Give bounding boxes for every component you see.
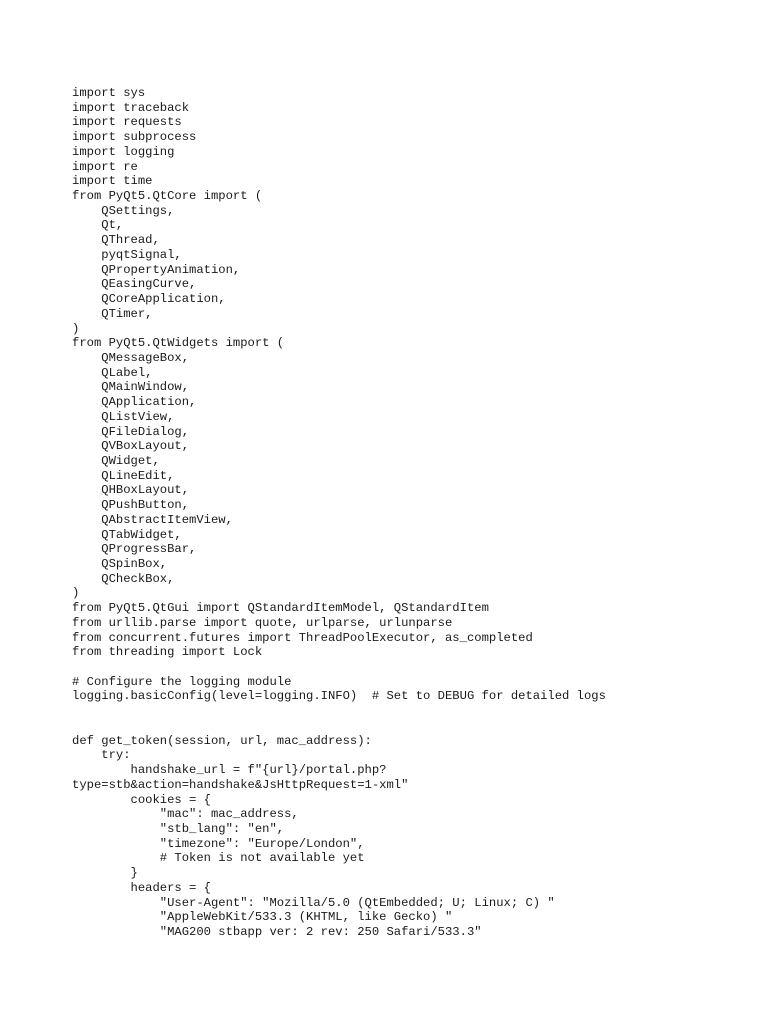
code-line: import time [72, 174, 153, 189]
code-line: pyqtSignal, [72, 247, 182, 262]
code-line: from concurrent.futures import ThreadPoolExecutor, as_completed [72, 630, 533, 645]
code-line: QMessageBox, [72, 350, 190, 365]
code-line: Qt, [72, 218, 124, 233]
code-line: import traceback [72, 100, 190, 115]
code-line: import re [72, 159, 138, 174]
code-line: "AppleWebKit/533.3 (KHTML, like Gecko) " [72, 910, 453, 925]
code-line: def get_token(session, url, mac_address): [72, 733, 372, 748]
code-line: ) [72, 586, 80, 601]
code-line: QProgressBar, [72, 542, 197, 557]
code-line: QPushButton, [72, 498, 190, 513]
code-line: QHBoxLayout, [72, 483, 190, 498]
code-line: from PyQt5.QtWidgets import ( [72, 336, 285, 351]
code-line: QAbstractItemView, [72, 512, 233, 527]
code-line: headers = { [72, 880, 211, 895]
code-line: "mac": mac_address, [72, 807, 299, 822]
code-line: logging.basicConfig(level=logging.INFO) # Set to DEBUG for detailed logs [72, 689, 606, 704]
code-line [72, 704, 752, 719]
code-line: # Token is not available yet [72, 851, 365, 866]
code-listing [72, 86, 752, 940]
code-line: cookies = { [72, 792, 211, 807]
code-line: import requests [72, 115, 182, 130]
code-line: QListView, [72, 409, 175, 424]
code-line: QLabel, [72, 365, 153, 380]
code-line: QSettings, [72, 203, 175, 218]
code-line: QCheckBox, [72, 571, 175, 586]
code-line: try: [72, 748, 131, 763]
code-line: "MAG200 stbapp ver: 2 rev: 250 Safari/533.3" [72, 924, 482, 939]
code-line: QThread, [72, 233, 160, 248]
code-line: QApplication, [72, 395, 197, 410]
code-line: QTabWidget, [72, 527, 182, 542]
code-line: QSpinBox, [72, 557, 168, 571]
code-line: QCoreApplication, [72, 292, 226, 307]
code-line: ) [72, 321, 80, 336]
code-line: QEasingCurve, [72, 277, 197, 292]
code-line: import logging [72, 144, 175, 159]
code-line: QMainWindow, [72, 380, 190, 395]
code-line: QTimer, [72, 306, 153, 321]
code-line: QLineEdit, [72, 468, 175, 483]
code-line: QWidget, [72, 453, 160, 468]
code-line: QPropertyAnimation, [72, 262, 241, 277]
code-line: from PyQt5.QtCore import ( [72, 189, 263, 204]
code-line: from PyQt5.QtGui import QStandardItemModel, QStandardItem [72, 601, 489, 616]
code-line: "User-Agent": "Mozilla/5.0 (QtEmbedded; U; Linux; C) " [72, 895, 555, 910]
code-line: QVBoxLayout, [72, 439, 190, 454]
code-line: } [72, 866, 138, 881]
code-line: handshake_url = f"{url}/portal.php? [72, 763, 387, 778]
code-line: "timezone": "Europe/London", [72, 836, 365, 851]
code-line: from urllib.parse import quote, urlparse, urlunparse [72, 615, 453, 630]
code-line: # Configure the logging module [72, 674, 292, 689]
code-line: from threading import Lock [72, 645, 263, 660]
code-line: import sys [72, 86, 146, 100]
code-line: QFileDialog, [72, 424, 190, 439]
code-line [72, 660, 752, 675]
code-line: type=stb&action=handshake&JsHttpRequest=1-xml" [72, 777, 409, 792]
code-line: import subprocess [72, 130, 197, 145]
code-line [72, 719, 752, 734]
code-line: "stb_lang": "en", [72, 821, 285, 836]
